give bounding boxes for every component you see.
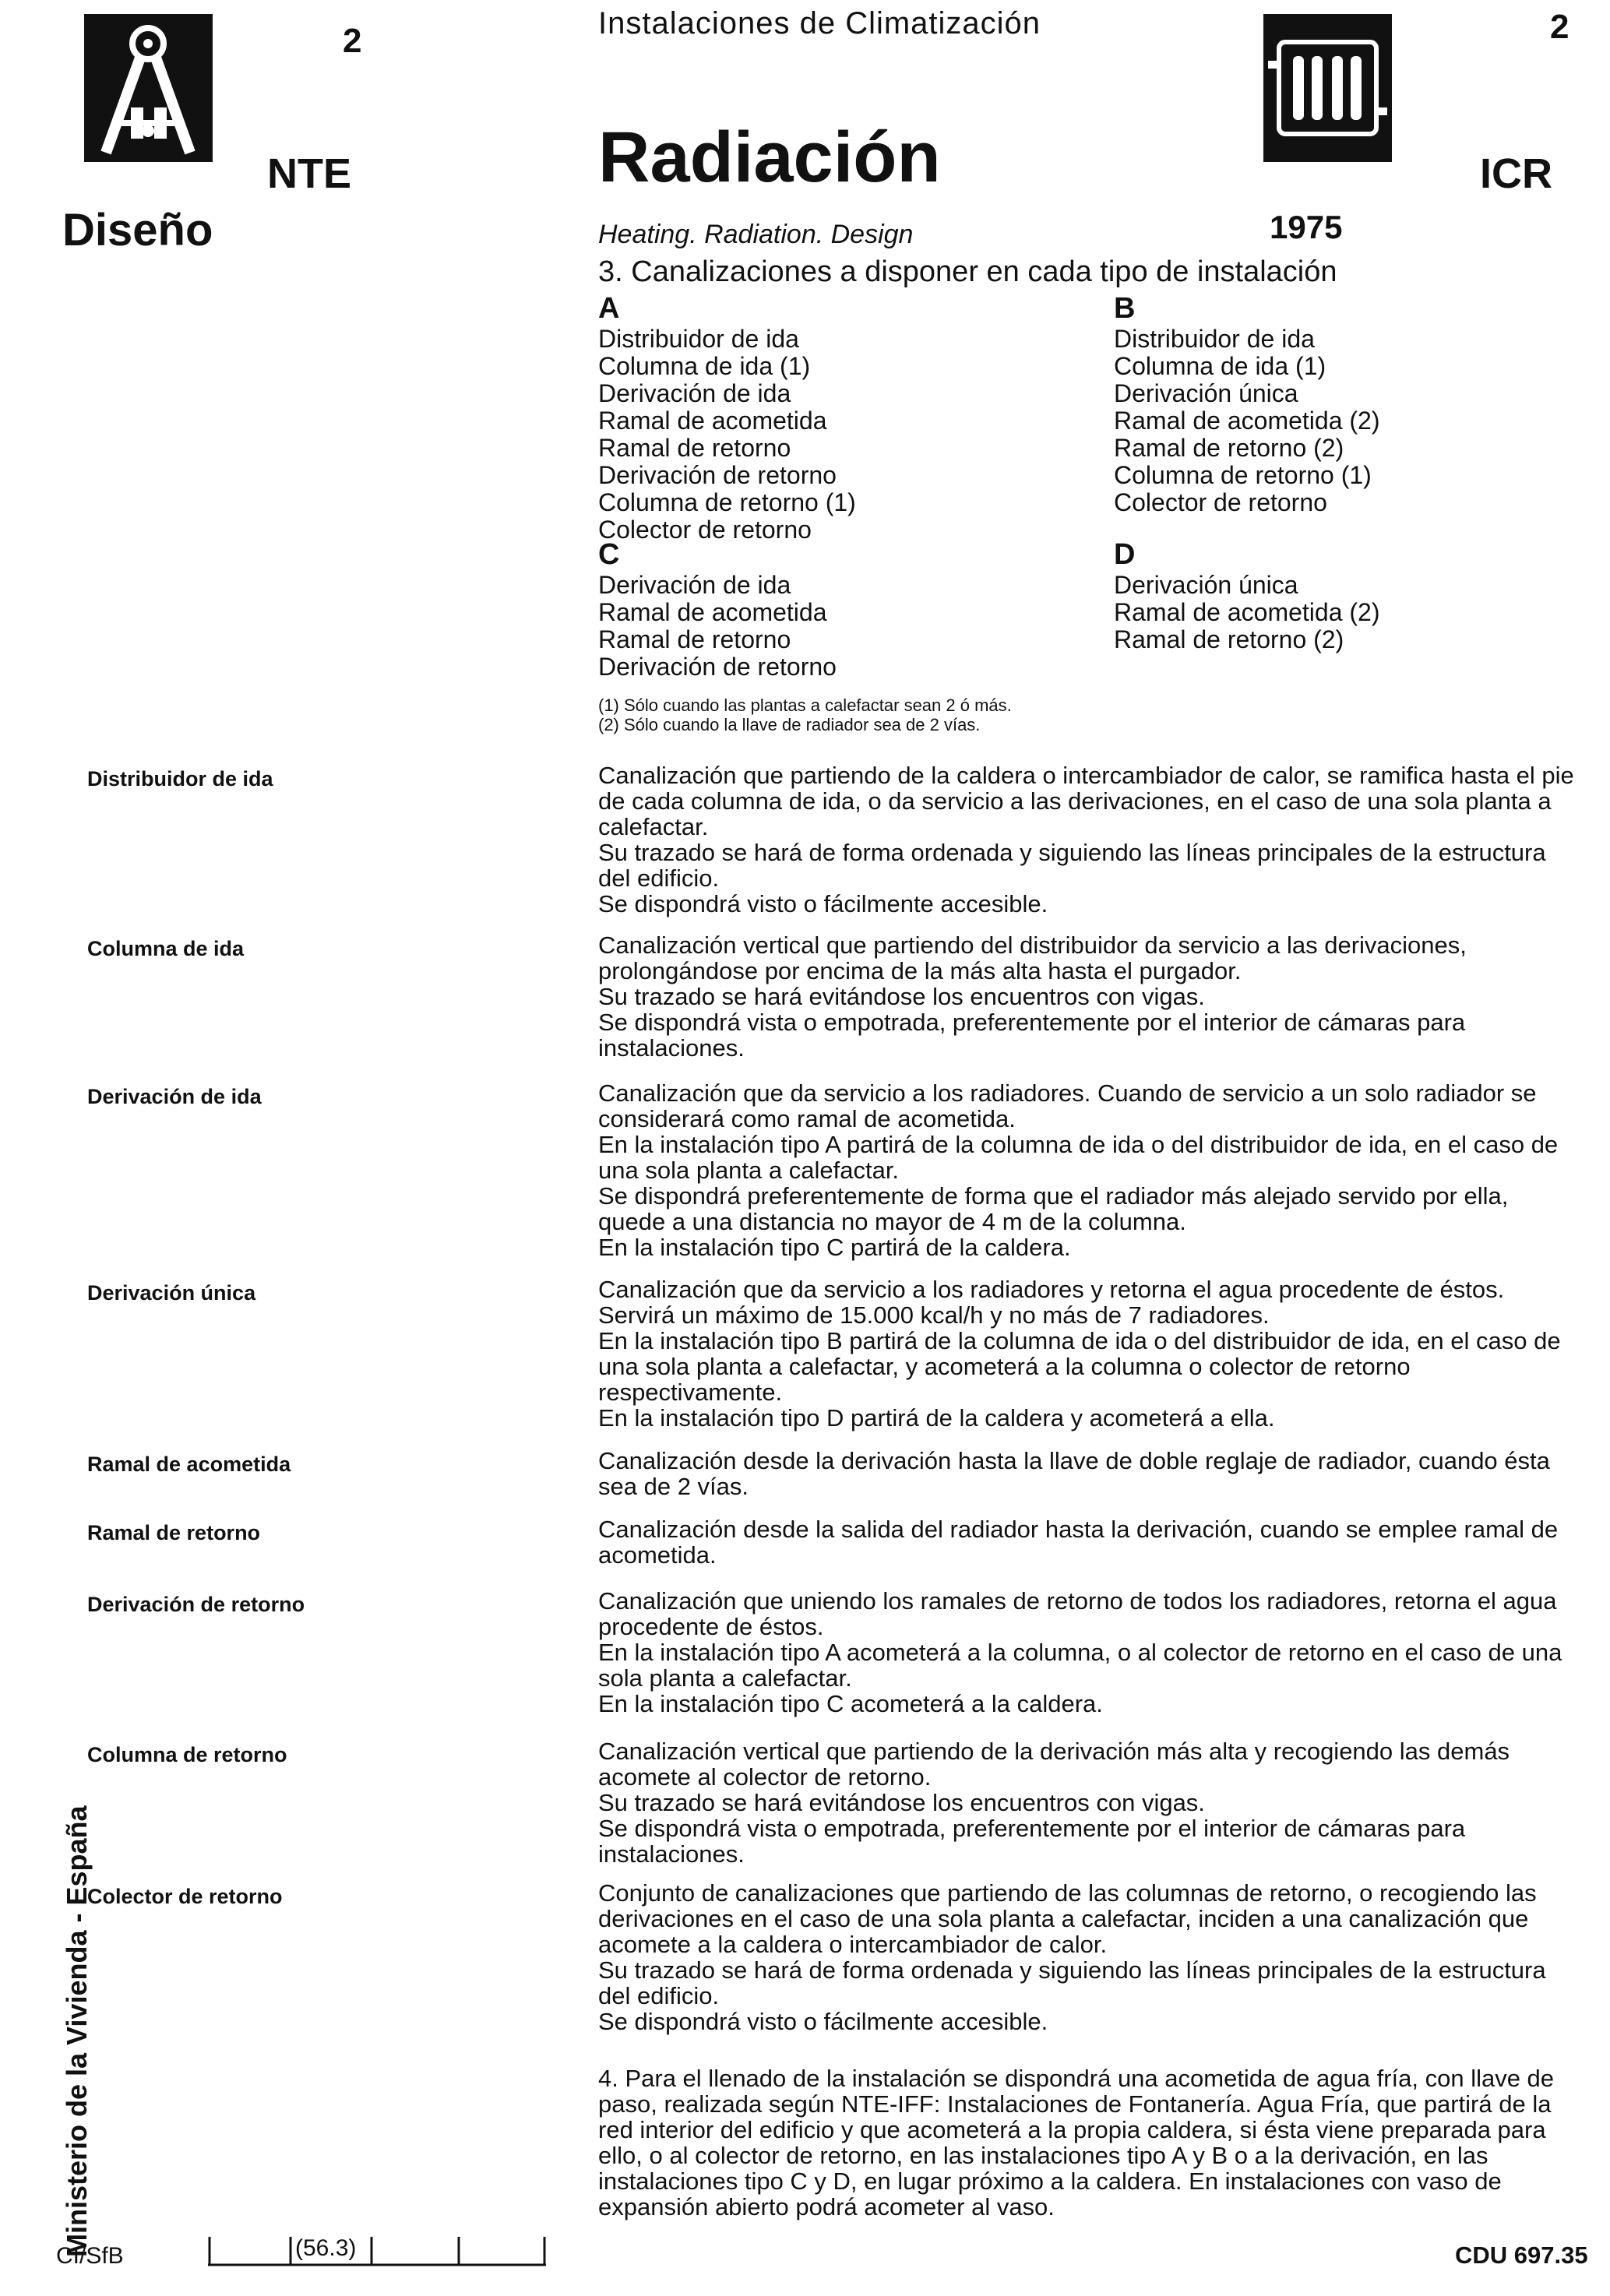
right-page-number: 2	[1550, 8, 1569, 46]
paragraph: Canalización que partiendo de la caldera o intercambiador de calor, se ramifica hasta el pie de cada columna de ida, o da servicio a las derivaciones, en el caso de una sola planta a calefactar.	[598, 762, 1574, 840]
compass-icon	[84, 14, 213, 162]
list-item: Columna de ida (1)	[1114, 352, 1326, 380]
list-item: Colector de retorno	[598, 516, 812, 544]
paragraph: En la instalación tipo D partirá de la caldera y acometerá a ella.	[598, 1404, 1275, 1431]
page-title: Radiación	[598, 118, 941, 197]
section-4-paragraph: 4. Para el llenado de la instalación se dispondrá una acometida de agua fría, con llave de paso, realizada según NTE-IFF: Instalaciones de Fontanería. Agua Fría, que partirá de la red interior del edificio y que acometerá a la propia caldera, si ésta viene preparada para ello, o al colector de retorno, en las instalaciones tipo A y B o a la derivación, en las instalaciones tipo C y D, en lugar próximo a la caldera. En instalaciones con vaso de expansión abierto podrá acometer al vaso.	[598, 2065, 1555, 2220]
icr-code: ICR	[1480, 150, 1552, 197]
paragraph: En la instalación tipo A partirá de la columna de ida o del distribuidor de ida, en el caso de una sola planta a calefactar.	[598, 1131, 1559, 1184]
paragraph: Canalización que da servicio a los radiadores y retorna el agua procedente de éstos. Servirá un máximo de 15.000 kcal/h y no más de 7 radiadores.	[598, 1276, 1505, 1329]
footnote-1: (1) Sólo cuando las plantas a calefactar sean 2 ó más.	[598, 695, 1012, 715]
list-item: Ramal de retorno (2)	[1114, 434, 1344, 462]
definition-derivacion-de-retorno	[598, 1588, 1576, 1717]
list-item: Ramal de retorno (2)	[1114, 625, 1344, 653]
type-b-list	[1114, 291, 1379, 516]
paragraph: Se dispondrá vista o empotrada, preferentemente por el interior de cámaras para instalaciones.	[598, 1815, 1466, 1868]
classification-boxes	[206, 2234, 548, 2268]
term-columna-de-ida: Columna de ida	[87, 937, 245, 960]
definition-columna-de-ida	[598, 932, 1576, 1061]
paragraph: Canalización que da servicio a los radiadores. Cuando de servicio a un solo radiador se considerará como ramal de acometida.	[598, 1079, 1537, 1132]
paragraph: Canalización que uniendo los ramales de retorno de todos los radiadores, retorna el agua procedente de éstos.	[598, 1587, 1557, 1640]
term-derivacion-de-retorno: Derivación de retorno	[87, 1593, 305, 1616]
term-colector-de-retorno: Colector de retorno	[87, 1885, 283, 1908]
icr-logo	[1263, 14, 1392, 162]
cfstb-label: CI/SfB	[56, 2243, 124, 2269]
paragraph: Canalización vertical que partiendo del distribuidor da servicio a las derivaciones, prolongándose por encima de la más alta hasta el purgador.	[598, 931, 1467, 984]
paragraph: Conjunto de canalizaciones que partiendo de las columnas de retorno, o recogiendo las derivaciones en el caso de una sola planta a calefactar, inciden a una canalización que acomete a la caldera o intercambiador de calor.	[598, 1879, 1537, 1958]
cdu-code: CDU 697.35	[1455, 2241, 1588, 2269]
paragraph: Canalización desde la derivación hasta la llave de doble reglaje de radiador, cuando ésta sea de 2 vías.	[598, 1447, 1550, 1500]
paragraph: Su trazado se hará evitándose los encuentros con vigas.	[598, 983, 1205, 1010]
term-derivacion-unica: Derivación única	[87, 1281, 256, 1305]
definition-derivacion-unica	[598, 1277, 1576, 1431]
definition-ramal-de-acometida	[598, 1448, 1576, 1499]
classification-frame	[206, 2234, 548, 2268]
nte-code: NTE	[267, 150, 351, 197]
ministry-sidebar: Ministerio de la Vivienda - España	[61, 1805, 93, 2257]
paragraph: En la instalación tipo C partirá de la caldera.	[598, 1234, 1071, 1261]
list-item: Ramal de acometida (2)	[1114, 598, 1380, 626]
list-item: Columna de ida (1)	[598, 352, 811, 380]
list-item: Columna de retorno (1)	[598, 488, 856, 516]
paragraph: Se dispondrá preferentemente de forma que el radiador más alejado servido por ella, quede a una distancia no mayor de 4 m de la columna.	[598, 1182, 1509, 1235]
paragraph: Se dispondrá visto o fácilmente accesible.	[598, 890, 1048, 917]
term-columna-de-retorno: Columna de retorno	[87, 1743, 287, 1766]
english-subtitle: Heating. Radiation. Design	[598, 220, 914, 249]
list-item: Derivación de retorno	[598, 653, 837, 681]
list-item: Derivación única	[1114, 571, 1298, 599]
paragraph: Canalización desde la salida del radiador hasta la derivación, cuando se emplee ramal de acometida.	[598, 1516, 1559, 1569]
paragraph: Canalización vertical que partiendo de la derivación más alta y recogiendo las demás acomete al colector de retorno.	[598, 1738, 1510, 1791]
footnotes	[598, 695, 1012, 734]
list-item: Columna de retorno (1)	[1114, 461, 1372, 489]
classification-code: (56.3)	[295, 2235, 357, 2261]
definition-derivacion-de-ida	[598, 1080, 1576, 1260]
paragraph: En la instalación tipo B partirá de la columna de ida o del distribuidor de ida, en el caso de una sola planta a calefactar, y acometerá a la columna o colector de retorno respectivamente.	[598, 1327, 1561, 1406]
diseno-label: Diseño	[62, 205, 213, 255]
term-ramal-de-acometida: Ramal de acometida	[87, 1453, 291, 1476]
left-page-number: 2	[343, 22, 362, 60]
paragraph: Su trazado se hará evitándose los encuentros con vigas.	[598, 1789, 1205, 1816]
list-item: Derivación de ida	[598, 571, 791, 599]
list-item: Ramal de retorno	[598, 434, 791, 462]
term-ramal-de-retorno: Ramal de retorno	[87, 1521, 261, 1544]
radiator-icon	[1263, 14, 1392, 162]
section-3-heading: 3. Canalizaciones a disponer en cada tipo de instalación	[598, 255, 1337, 288]
type-a-label: A	[598, 292, 620, 325]
paragraph: En la instalación tipo C acometerá a la caldera.	[598, 1690, 1103, 1717]
list-item: Ramal de acometida	[598, 407, 827, 435]
list-item: Derivación única	[1114, 379, 1298, 407]
list-item: Distribuidor de ida	[598, 325, 799, 353]
list-item: Derivación de retorno	[598, 461, 837, 489]
list-item: Colector de retorno	[1114, 488, 1327, 516]
paragraph: En la instalación tipo A acometerá a la columna, o al colector de retorno en el caso de una sola planta a calefactar.	[598, 1639, 1562, 1692]
term-distribuidor-de-ida: Distribuidor de ida	[87, 767, 273, 791]
type-b-label: B	[1114, 292, 1136, 325]
type-d-label: D	[1114, 538, 1136, 571]
nte-logo	[84, 14, 213, 162]
series-title: Instalaciones de Climatización	[598, 6, 1041, 40]
paragraph: Su trazado se hará de forma ordenada y siguiendo las líneas principales de la estructura del edificio.	[598, 1956, 1546, 2009]
type-c-list	[598, 537, 837, 681]
list-item: Ramal de acometida	[598, 598, 827, 626]
paragraph: Se dispondrá vista o empotrada, preferentemente por el interior de cámaras para instalaciones.	[598, 1009, 1466, 1062]
type-d-list	[1114, 537, 1379, 653]
year: 1975	[1270, 209, 1343, 245]
definition-colector-de-retorno	[598, 1880, 1576, 2034]
definition-distribuidor-de-ida	[598, 762, 1576, 917]
list-item: Ramal de retorno	[598, 625, 791, 653]
definition-ramal-de-retorno	[598, 1516, 1576, 1568]
definition-columna-de-retorno	[598, 1738, 1576, 1867]
type-c-label: C	[598, 538, 620, 571]
paragraph: Su trazado se hará de forma ordenada y siguiendo las líneas principales de la estructura del edificio.	[598, 839, 1546, 892]
list-item: Ramal de acometida (2)	[1114, 407, 1380, 435]
term-derivacion-de-ida: Derivación de ida	[87, 1085, 262, 1108]
type-a-list	[598, 291, 856, 544]
paragraph: Se dispondrá visto o fácilmente accesible.	[598, 2008, 1048, 2035]
list-item: Derivación de ida	[598, 379, 791, 407]
list-item: Distribuidor de ida	[1114, 325, 1315, 353]
footnote-2: (2) Sólo cuando la llave de radiador sea de 2 vías.	[598, 715, 981, 734]
